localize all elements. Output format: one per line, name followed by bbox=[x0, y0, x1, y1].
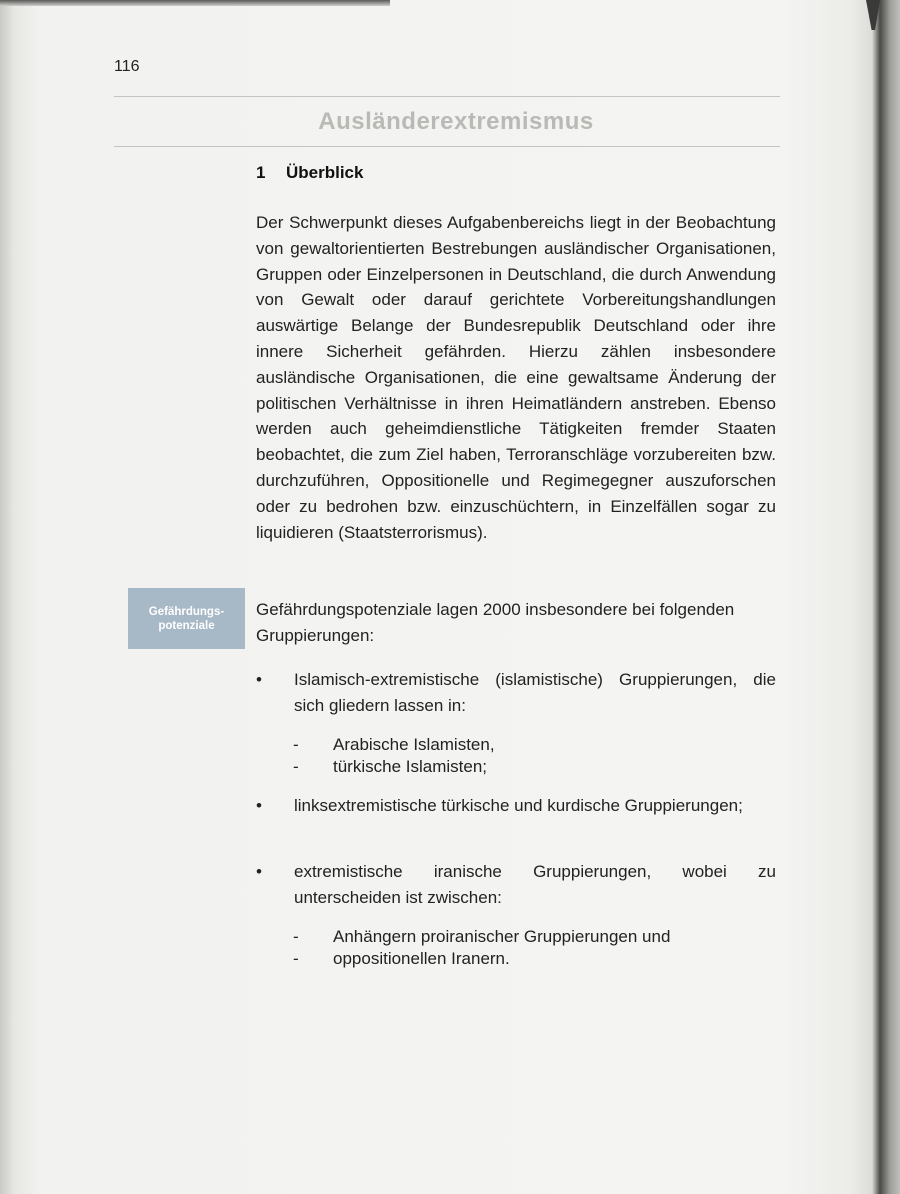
list-item-text: linksextremistische türkische und kurdische Gruppierungen; bbox=[294, 796, 743, 815]
threat-lead-paragraph: Gefährdungspotenziale lagen 2000 insbesondere bei folgenden Gruppierungen: bbox=[256, 600, 735, 645]
dash-icon: - bbox=[293, 757, 299, 776]
header-rule-bottom bbox=[114, 146, 780, 147]
dash-icon: - bbox=[293, 949, 299, 968]
sub-list-item bbox=[293, 946, 773, 972]
bullet-icon: • bbox=[256, 670, 262, 689]
sub-list-item-text: Arabische Islamisten, bbox=[333, 735, 495, 754]
section-title: Überblick bbox=[286, 163, 364, 182]
page-number: 116 bbox=[114, 58, 140, 75]
bullet-icon: • bbox=[256, 862, 262, 881]
sub-list-item bbox=[293, 754, 773, 780]
list-item bbox=[256, 667, 776, 719]
chapter-title: Ausländerextremismus bbox=[318, 108, 594, 135]
dash-icon: - bbox=[293, 927, 299, 946]
section-heading bbox=[256, 163, 363, 183]
scan-top-edge bbox=[0, 0, 390, 6]
dash-icon: - bbox=[293, 735, 299, 754]
sub-list-item-text: türkische Islamisten; bbox=[333, 757, 487, 776]
list-item-text: Islamisch-extremistische (islamistische) Gruppierungen, die sich gliedern lassen in: bbox=[294, 670, 776, 715]
list-item bbox=[256, 793, 776, 819]
scan-binding-mark bbox=[866, 0, 880, 30]
margin-note-line1: Gefährdungs- bbox=[148, 605, 225, 618]
intro-paragraph: Der Schwerpunkt dieses Aufgabenbereichs liegt in der Beobachtung von gewaltorientierten Bestrebungen ausländischer Organisationen, Gruppen oder Einzelpersonen in Deutschland, die durch Anwendung von Gewalt oder darauf gerichtete Vorbereitungshandlungen auswärtige Belange der Bundesrepublik Deutschland oder ihre innere Sicherheit gefährden. Hierzu zählen insbesondere ausländische Organisationen, die eine gewaltsame Änderung der politischen Verhältnisse in ihren Heimatländern anstreben. Ebenso werden auch geheimdienstliche Tätigkeiten fremder Staaten beobachtet, die zum Ziel haben, Terroranschläge vorzubereiten bzw. durchzuführen, Oppositionelle und Regimegegner auszuforschen oder zu bedrohen bzw. einzuschüchtern, in Einzelfällen sogar zu liquidieren (Staatsterrorismus). bbox=[256, 213, 776, 542]
section-number: 1 bbox=[256, 163, 266, 182]
margin-note-box bbox=[128, 588, 245, 649]
margin-note-line2: potenziale bbox=[158, 619, 215, 632]
list-item bbox=[256, 859, 776, 911]
header-rule-top bbox=[114, 96, 780, 97]
sub-list-item-text: oppositionellen Iranern. bbox=[333, 949, 510, 968]
list-item-text: extremistische iranische Gruppierungen, wobei zu unterscheiden ist zwischen: bbox=[294, 862, 776, 907]
sub-list-item-text: Anhängern proiranischer Gruppierungen und bbox=[333, 927, 671, 946]
bullet-icon: • bbox=[256, 796, 262, 815]
